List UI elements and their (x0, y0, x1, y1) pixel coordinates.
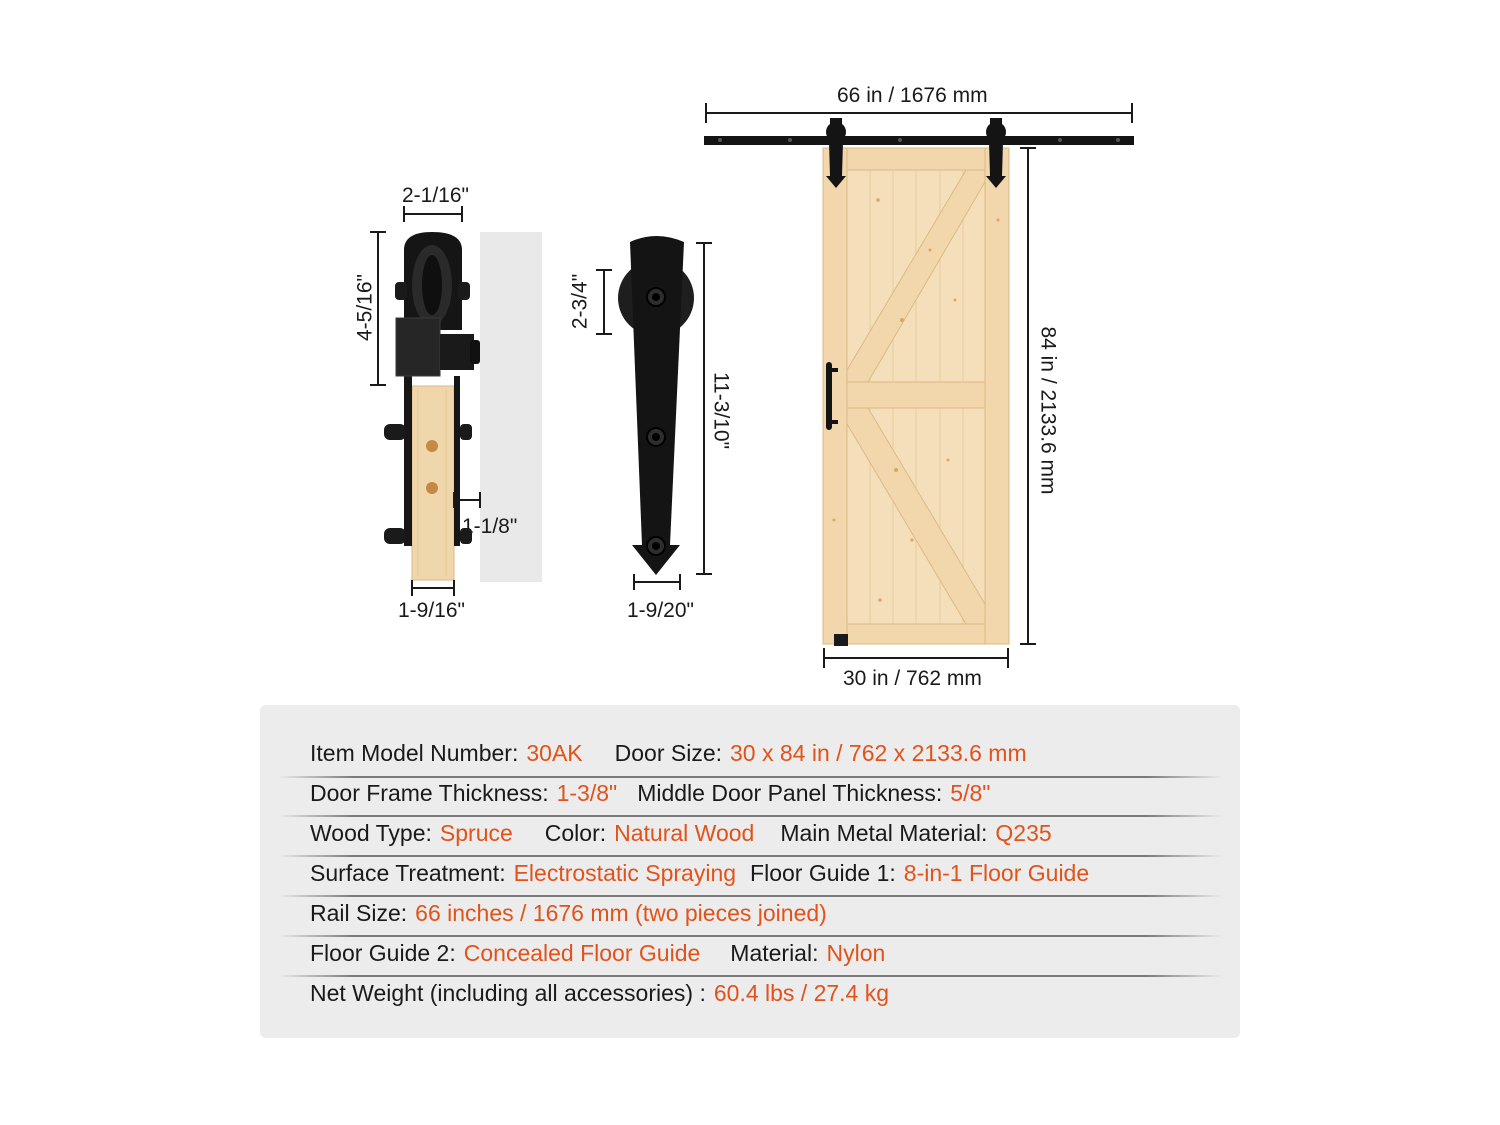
model-number-label: Item Model Number: (310, 739, 519, 766)
net-weight-label: Net Weight (including all accessories) : (310, 979, 706, 1006)
spec-row-materials (310, 813, 1052, 853)
spec-row-thickness (310, 773, 990, 813)
door-thickness-label: 1-9/16" (398, 599, 465, 622)
panel-thickness-value: 5/8" (950, 779, 991, 806)
color-label: Color: (544, 819, 607, 846)
surface-treatment-value: Electrostatic Spraying (513, 859, 737, 886)
net-weight-value: 60.4 lbs / 27.4 kg (713, 979, 890, 1006)
spec-row-weight (310, 973, 889, 1013)
frame-thickness-value: 1-3/8" (556, 779, 618, 806)
material-value: Nylon (826, 939, 886, 966)
door-size-value: 30 x 84 in / 762 x 2133.6 mm (730, 739, 1027, 766)
metal-material-label: Main Metal Material: (780, 819, 988, 846)
door-width-label: 30 in / 762 mm (843, 667, 982, 690)
hanger-height-label: 4-5/16" (353, 274, 377, 341)
panel-thickness-label: Middle Door Panel Thickness: (637, 779, 943, 806)
floor-guide-1-label: Floor Guide 1: (750, 859, 896, 886)
spec-row-surface (310, 853, 1089, 893)
wheel-diameter-label: 2-3/4" (568, 273, 592, 330)
strap-length-label: 11-3/10" (709, 371, 733, 450)
material-label: Material: (730, 939, 819, 966)
spec-row-floor-guide-2 (310, 933, 885, 973)
frame-thickness-label: Door Frame Thickness: (310, 779, 549, 806)
barn-door-illustration (704, 103, 1134, 668)
surface-treatment-label: Surface Treatment: (310, 859, 506, 886)
bolt-hole (426, 440, 438, 452)
rail-length-label: 66 in / 1676 mm (837, 84, 988, 107)
strap-width-label: 1-9/20" (627, 599, 694, 622)
floor-guide (834, 634, 848, 646)
track-rail (704, 136, 1134, 145)
metal-material-value: Q235 (995, 819, 1052, 846)
wood-type-label: Wood Type: (310, 819, 432, 846)
spec-row-model-size (310, 733, 1027, 773)
rail-size-value: 66 inches / 1676 mm (two pieces joined) (415, 899, 827, 926)
rail-size-label: Rail Size: (310, 899, 408, 926)
bolt-hole (426, 482, 438, 494)
wood-type-value: Spruce (439, 819, 513, 846)
door-height-label: 84 in / 2133.6 mm (1036, 326, 1060, 495)
model-number-value: 30AK (526, 739, 583, 766)
floor-guide-1-value: 8-in-1 Floor Guide (903, 859, 1090, 886)
floor-guide-2-value: Concealed Floor Guide (463, 939, 701, 966)
spec-row-rail (310, 893, 827, 933)
hanger-depth-label: 2-1/16" (402, 184, 469, 207)
rail-block (396, 318, 440, 376)
door-handle (826, 362, 832, 430)
bracket-gap-label: 1-1/8" (462, 515, 518, 538)
color-value: Natural Wood (614, 819, 755, 846)
floor-guide-2-label: Floor Guide 2: (310, 939, 456, 966)
strap-front-illustration (596, 236, 712, 590)
door-size-label: Door Size: (614, 739, 722, 766)
specification-panel (260, 705, 1240, 1038)
